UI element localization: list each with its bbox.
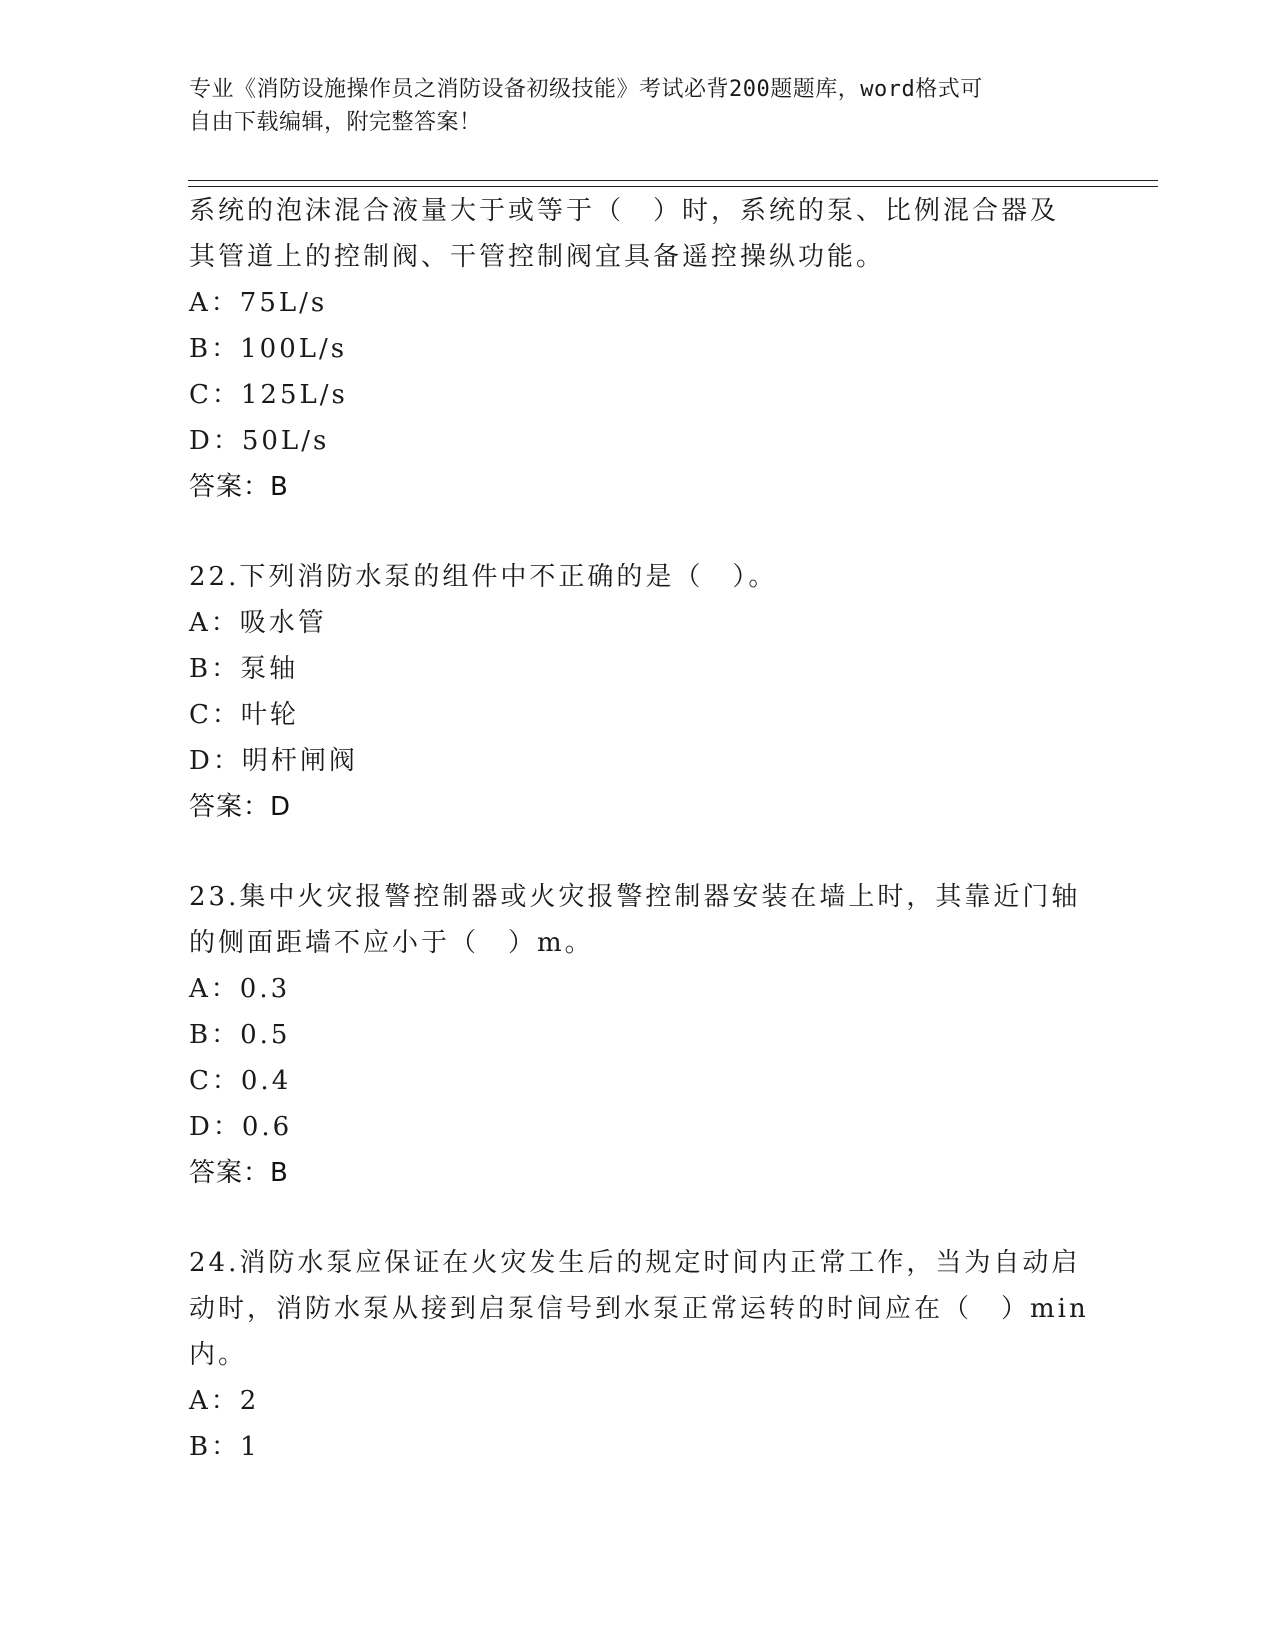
stem-line: 系统的泡沫混合液量大于或等于（ ）时，系统的泵、比例混合器及 [189, 196, 1060, 226]
header-divider-bottom [188, 186, 1158, 187]
option-c: C：0.4 [189, 1066, 292, 1096]
question-list [189, 188, 1089, 1470]
stem-line: 其管道上的控制阀、干管控制阀宜具备遥控操纵功能。 [189, 242, 886, 272]
answer-line: 答案：B [189, 1158, 289, 1188]
answer-line: 答案：D [189, 792, 292, 822]
option-a: A：75L/s [189, 288, 328, 318]
option-a: A：2 [189, 1386, 260, 1416]
question-block [189, 188, 1089, 510]
question-stem [189, 554, 1089, 600]
option-a: A：0.3 [189, 974, 291, 1004]
question-stem [189, 188, 1089, 280]
stem-line: 23.集中火灾报警控制器或火灾报警控制器安装在墙上时，其靠近门轴 [189, 882, 1081, 912]
stem-line: 24.消防水泵应保证在火灾发生后的规定时间内正常工作，当为自动启 [189, 1248, 1081, 1278]
document-header [189, 73, 1089, 139]
option-d: D：0.6 [189, 1112, 293, 1142]
option-b: B：100L/s [189, 334, 348, 364]
question-block [189, 1240, 1089, 1470]
header-divider-top [188, 180, 1158, 181]
header-line-1: 专业《消防设施操作员之消防设备初级技能》考试必背200题题库，word格式可 [189, 77, 983, 102]
stem-line: 22.下列消防水泵的组件中不正确的是（ ）。 [189, 562, 778, 592]
option-b: B：1 [189, 1432, 260, 1462]
option-c: C：叶轮 [189, 700, 299, 730]
stem-line: 动时，消防水泵从接到启泵信号到水泵正常运转的时间应在（ ）min [189, 1294, 1089, 1324]
option-b: B：0.5 [189, 1020, 291, 1050]
option-d: D：50L/s [189, 426, 330, 456]
question-stem [189, 1240, 1089, 1378]
option-a: A：吸水管 [189, 608, 327, 638]
header-line-2: 自由下载编辑，附完整答案！ [189, 110, 482, 135]
question-stem [189, 874, 1089, 966]
option-c: C：125L/s [189, 380, 348, 410]
option-b: B：泵轴 [189, 654, 299, 684]
question-block [189, 874, 1089, 1196]
option-d: D：明杆闸阀 [189, 746, 358, 776]
stem-line: 内。 [189, 1340, 248, 1370]
question-block [189, 554, 1089, 830]
stem-line: 的侧面距墙不应小于（ ）m。 [189, 928, 594, 958]
answer-line: 答案：B [189, 472, 289, 502]
